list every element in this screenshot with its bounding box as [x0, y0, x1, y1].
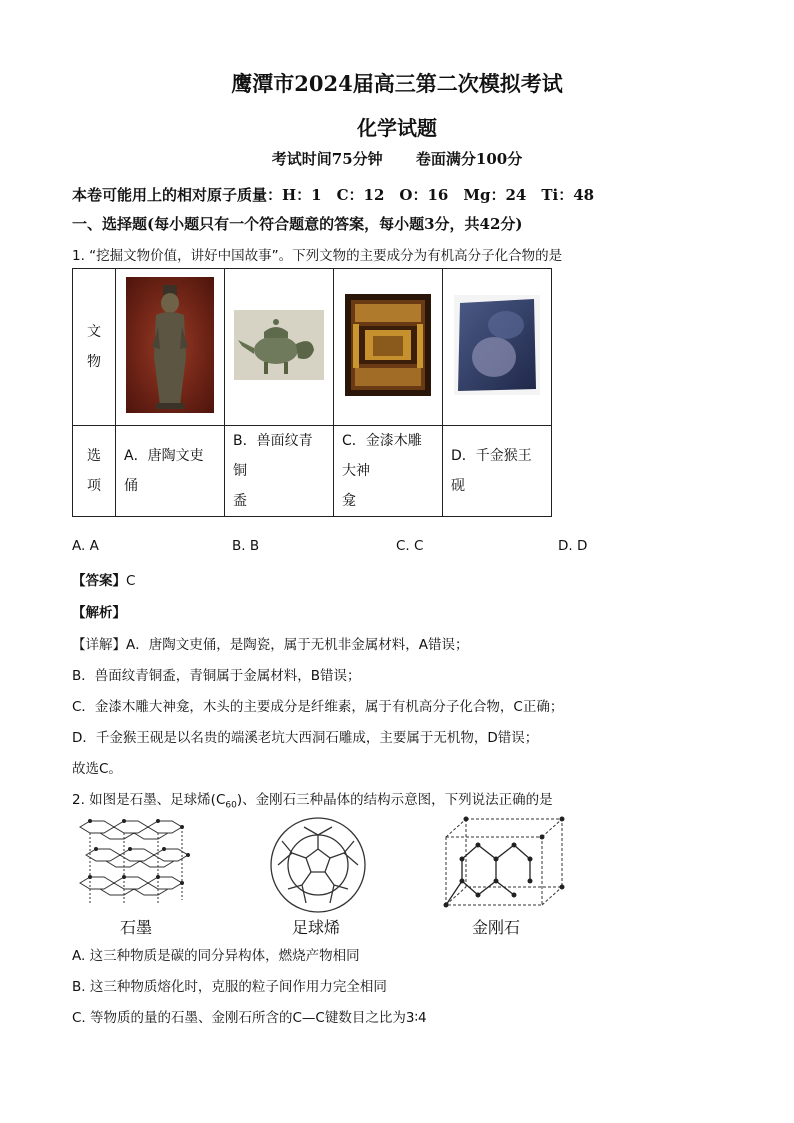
choice-b: B. B: [232, 538, 260, 554]
choice-d: D. D: [558, 538, 588, 554]
q2-option-b: B. 这三种物质熔化时，克服的粒子间作用力完全相同: [72, 979, 387, 995]
tang-pottery-figurine-image: [126, 277, 214, 413]
table-row: [73, 426, 552, 517]
q2-option-a: A. 这三种物质是碳的同分异构体，燃烧产物相同: [72, 948, 360, 964]
full-score: 卷面满分100分: [415, 150, 523, 168]
q1-analysis-line: 故选C。: [72, 761, 122, 777]
q1-analysis-label: 【解析】: [72, 605, 126, 621]
relic-option-c: C．金漆木雕大神 龛: [334, 426, 443, 517]
row-head-relic: 文 物: [73, 269, 116, 426]
exam-info: [0, 148, 794, 169]
relic-image-b: [225, 269, 334, 426]
relic-option-a: A．唐陶文吏 俑: [116, 426, 225, 517]
bronze-vessel-image: [234, 310, 324, 380]
table-row: [73, 269, 552, 426]
gilded-shrine-image: [345, 294, 431, 396]
atomic-masses: 本卷可能用上的相对原子质量：H：1 C：12 O：16 Mg：24 Ti：48: [72, 186, 595, 204]
relic-image-c: [334, 269, 443, 426]
fullerene-label: 足球烯: [292, 918, 341, 937]
q1-analysis-line: C．金漆木雕大神龛，木头的主要成分是纤维素，属于有机高分子化合物，C正确；: [72, 699, 564, 715]
q2-option-c: C. 等物质的量的石墨、金刚石所含的C—C键数目之比为3∶4: [72, 1010, 427, 1026]
relic-image-a: [116, 269, 225, 426]
q1-answer: 【答案】C: [72, 573, 136, 589]
relic-option-b: B．兽面纹青铜 盉: [225, 426, 334, 517]
q1-stem: 1. “挖掘文物价值，讲好中国故事”。下列文物的主要成分为有机高分子化合物的是: [72, 248, 563, 264]
relic-option-d: D．千金猴王 砚: [443, 426, 552, 517]
relics-table: [72, 268, 552, 517]
row-head-option: 选 项: [73, 426, 116, 517]
exam-title: 鹰潭市2024届高三第二次模拟考试: [231, 71, 563, 96]
choice-c: C. C: [396, 538, 424, 554]
subject-title: 化学试题: [357, 116, 437, 140]
exam-time: 考试时间75分钟: [271, 150, 383, 168]
diamond-structure-diagram: [440, 815, 570, 910]
relic-image-d: [443, 269, 552, 426]
q1-analysis-line: D．千金猴王砚是以名贵的端溪老坑大西洞石雕成，主要属于无机物，D错误；: [72, 730, 539, 746]
section-title: 一、选择题(每小题只有一个符合题意的答案，每小题3分，共42分): [72, 215, 523, 233]
q1-analysis-line: 【详解】A．唐陶文吏俑，是陶瓷，属于无机非金属材料，A错误；: [72, 637, 469, 653]
diamond-label: 金刚石: [472, 918, 521, 937]
q2-stem: 2. 如图是石墨、足球烯$(C_{60})$、金刚石三种晶体的结构示意图，下列说法正确的是: [72, 792, 553, 811]
graphite-structure-diagram: [70, 815, 210, 910]
inkstone-image: [454, 295, 540, 395]
q1-analysis-line: B．兽面纹青铜盉，青铜属于金属材料，B错误；: [72, 668, 361, 684]
choice-a: A. A: [72, 538, 99, 554]
graphite-label: 石墨: [120, 918, 153, 937]
fullerene-structure-diagram: [262, 815, 374, 915]
